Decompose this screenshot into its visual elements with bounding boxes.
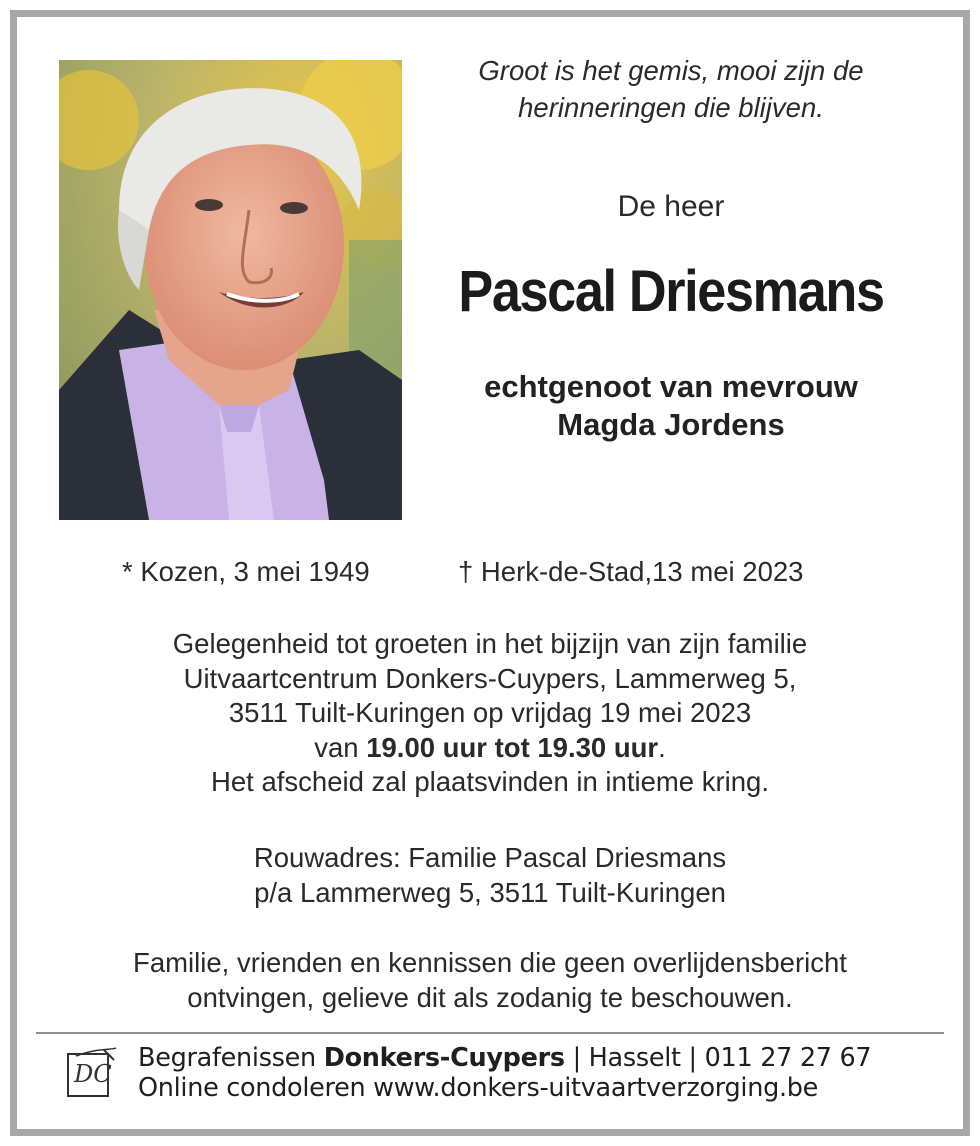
spouse-name: Magda Jordens <box>557 407 785 442</box>
visitation-line: Gelegenheid tot groeten in het bijzijn van zijn familie <box>172 628 808 659</box>
funeral-home-footer <box>138 1043 938 1103</box>
visitation-info <box>40 627 940 800</box>
funeral-home-name: Donkers-Cuypers <box>323 1043 565 1073</box>
quote-line: Groot is het gemis, mooi zijn de <box>478 55 864 86</box>
mourning-line: p/a Lammerweg 5, 3511 Tuilt-Kuringen <box>254 876 726 908</box>
footer-prefix: Begrafenissen <box>138 1043 324 1073</box>
mourning-address <box>40 841 940 910</box>
visitation-line: Uitvaartcentrum Donkers-Cuypers, Lammerweg 5, <box>183 662 797 694</box>
visitation-line: 3511 Tuilt-Kuringen op vrijdag 19 mei 2023 <box>228 697 752 728</box>
spouse-line: echtgenoot van mevrouw <box>484 369 858 404</box>
notice-line: ontvingen, gelieve dit als zodanig te beschouwen. <box>187 981 793 1013</box>
footer-divider <box>36 1032 944 1034</box>
memorial-quote <box>432 52 910 126</box>
mourning-line: Rouwadres: Familie Pascal Driesmans <box>253 842 727 873</box>
footer-condolence-line: Online condoleren www.donkers-uitvaartverzorging.be <box>138 1073 819 1103</box>
quote-line: herinneringen die blijven. <box>518 92 824 123</box>
visitation-time: 19.00 uur tot 19.30 uur <box>366 731 659 763</box>
notice-text <box>40 946 940 1015</box>
spouse-info <box>432 368 910 444</box>
logo-letters: DC <box>74 1060 112 1088</box>
funeral-home-logo <box>66 1046 118 1098</box>
visitation-line: Het afscheid zal plaatsvinden in intieme kring. <box>211 766 769 797</box>
visitation-time-line <box>40 731 940 766</box>
visitation-time-suffix: . <box>658 731 666 763</box>
deceased-name: Pascal Driesmans <box>458 259 884 324</box>
notice-line: Familie, vrienden en kennissen die geen overlijdensbericht <box>133 947 847 978</box>
footer-contact-line <box>138 1043 938 1073</box>
salutation: De heer <box>617 190 725 223</box>
birth-date: * Kozen, 3 mei 1949 <box>122 556 370 587</box>
portrait-photo <box>59 60 402 520</box>
footer-contact: | Hasselt | 011 27 27 67 <box>564 1043 872 1073</box>
visitation-time-prefix: van <box>314 731 367 763</box>
death-date: † Herk-de-Stad,13 mei 2023 <box>458 556 804 587</box>
